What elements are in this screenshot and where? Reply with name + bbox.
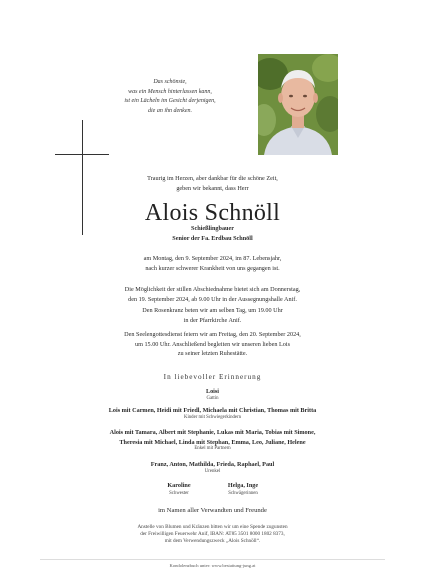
donation-text <box>0 524 425 546</box>
quote-block <box>95 78 245 116</box>
donation-line: der Freiwilligen Feuerwehr Anif, IBAN: AT85 3501 8000 1802 8373, <box>140 531 285 538</box>
deceased-title: Senior der Fa. Erdbau Schnöll <box>172 235 253 242</box>
cross-horizontal <box>55 154 109 155</box>
quote-line: ist ein Lächeln im Gesicht derjenigen, <box>124 98 216 105</box>
mass-line: zu seiner letzten Ruhestätte. <box>177 350 248 358</box>
donation-line: mit dem Verwendungszweck „Alois Schnöll“. <box>164 538 261 545</box>
footer-text: Kondolenzbuch unter: www.bestattung-jung.at <box>169 563 256 568</box>
death-line: nach kurzer schwerer Krankheit von uns gegangen ist. <box>145 264 280 272</box>
mass-line: Den Seelengottesdienst feiern wir am Freitag, den 20. September 2024, <box>124 331 301 338</box>
rosary-line: Den Rosenkranz beten wir am selben Tag, um 19.00 Uhr <box>142 307 283 314</box>
inlaws-role: Schwägerinnen <box>228 490 258 496</box>
children-names: Lois mit Carmen, Heidi mit Friedl, Michaela mit Christian, Thomas mit Britta <box>108 407 317 414</box>
portrait-photo <box>258 54 338 155</box>
intro-text <box>0 174 425 193</box>
wife-role: Gattin <box>206 396 219 401</box>
children-role: Kinder mit Schwiegerkindern <box>183 415 241 420</box>
greatgrandchildren-role: Urenkel <box>204 469 221 474</box>
rosary-text <box>0 306 425 325</box>
grandchildren-line: Alois mit Tamara, Albert mit Stephanie, Lukas mit Maria, Tobias mit Simone, <box>109 429 316 436</box>
mass-line: um 15.00 Uhr. Anschließend begleiten wir unseren lieben Lois <box>135 340 290 348</box>
farewell-line: Die Möglichkeit der stillen Abschiednahme bietet sich am Donnerstag, <box>124 286 301 293</box>
portrait-image <box>258 54 338 155</box>
closing-line: im Namen aller Verwandten und Freunde <box>158 507 267 514</box>
footer-divider <box>40 559 385 560</box>
death-line: am Montag, den 9. September 2024, im 87. Lebensjahr, <box>143 255 282 262</box>
grandchildren-names <box>0 428 425 447</box>
wife-name: Loisi <box>205 388 220 395</box>
memory-heading: In liebevoller Erinnerung <box>163 373 262 381</box>
death-text <box>0 254 425 273</box>
intro-line: geben wir bekannt, dass Herr <box>176 184 249 192</box>
intro-line: Traurig im Herzen, aber dankbar für die schöne Zeit, <box>147 175 278 182</box>
grandchildren-role: Enkel mit Partnern <box>194 446 231 451</box>
inlaws-block <box>203 481 283 497</box>
sister-name: Karoline <box>167 482 191 489</box>
mass-text <box>0 330 425 359</box>
quote-line: die an ihn denken. <box>148 107 192 114</box>
deceased-nickname: Schießlingbauer <box>191 225 234 232</box>
quote-line: was ein Mensch hinterlassen kann, <box>128 88 212 95</box>
greatgrandchildren-names: Franz, Anton, Mathilda, Frieda, Raphael, Paul <box>150 461 275 468</box>
grandchildren-line: Theresia mit Michael, Linda mit Stephan, Emma, Leo, Juliane, Helene <box>119 438 306 446</box>
farewell-text <box>0 285 425 304</box>
donation-line: Anstelle von Blumen und Kränzen bitten wir um eine Spende zugunsten <box>137 524 288 530</box>
inlaws-names: Helga, Inge <box>227 482 259 489</box>
sister-role: Schwester <box>169 490 189 496</box>
farewell-line: den 19. September 2024, ab 9.00 Uhr in der Aussegnungshalle Anif. <box>128 295 297 303</box>
quote-line: Das schönste, <box>153 79 187 85</box>
deceased-name: Alois Schnöll <box>144 200 281 226</box>
rosary-line: in der Pfarrkirche Anif. <box>183 316 242 324</box>
